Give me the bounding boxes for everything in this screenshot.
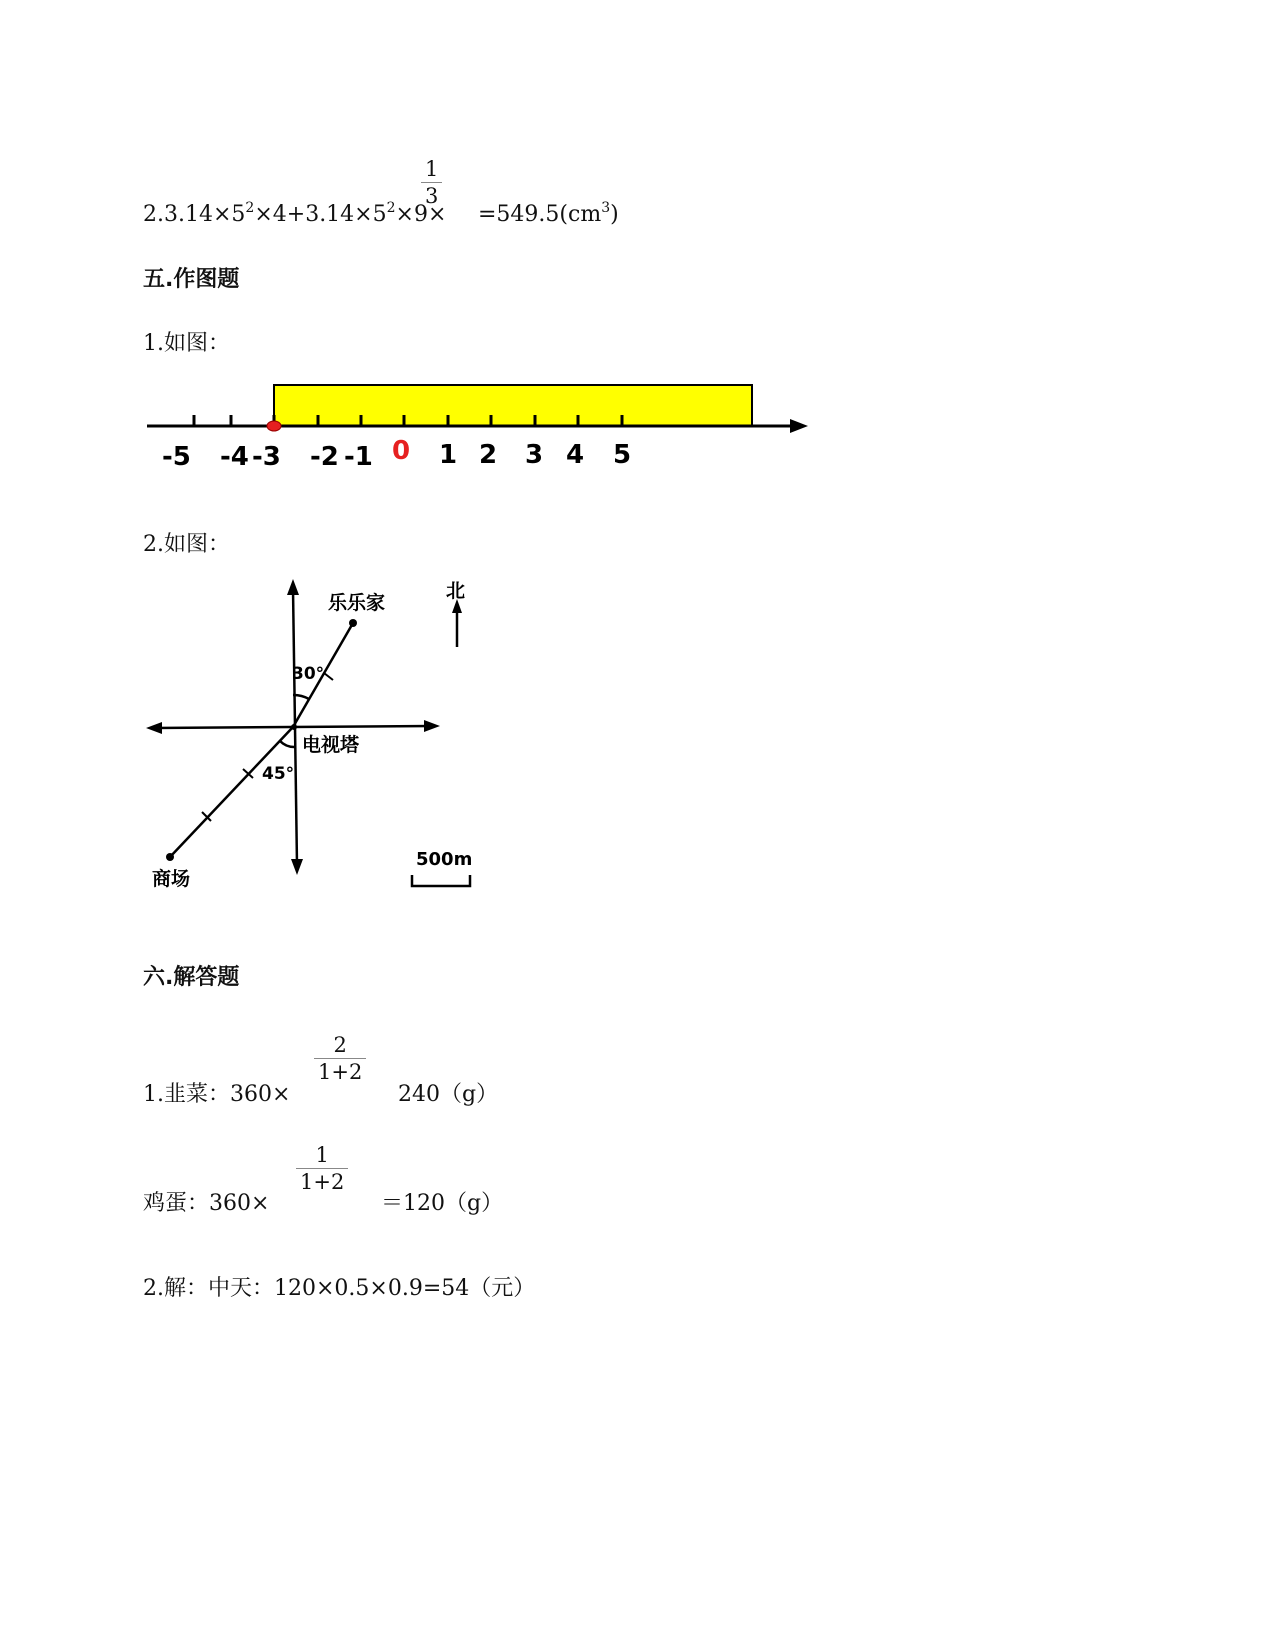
tick-label: -4 (220, 442, 249, 472)
q1-line2-prefix: 鸡蛋：360× (143, 1191, 270, 1216)
highlight-region (274, 385, 752, 426)
tick-label: -2 (310, 442, 339, 472)
arrow-right-icon (424, 720, 440, 732)
arrow-down-icon (291, 859, 303, 875)
mall-label: 商场 (152, 868, 191, 890)
item2-label: 2.如图： (143, 532, 230, 557)
q2-line: 2.解：中天：120×0.5×0.9=54（元） (143, 1276, 536, 1301)
number-line-figure (140, 375, 820, 475)
home-point (349, 619, 357, 627)
zero-label: 0 (392, 436, 411, 466)
scale-label: 500m (416, 849, 473, 870)
mall-point (166, 853, 174, 861)
tick-label: 4 (566, 440, 585, 470)
tick-label: -1 (344, 442, 373, 472)
tower-label: 电视塔 (302, 734, 360, 756)
section-heading-drawing: 五.作图题 (143, 267, 240, 292)
angle-30-label: 30° (292, 664, 325, 684)
volume-result: $=549.5(cm^3)$ (478, 200, 619, 227)
tick-label: 1 (439, 440, 458, 470)
fraction-one-third-b: $\frac{1}{1+2}$ (296, 1142, 348, 1195)
start-point-marker (267, 421, 281, 431)
tick-label: 5 (613, 440, 632, 470)
home-label: 乐乐家 (328, 592, 386, 614)
arrow-left-icon (146, 722, 162, 734)
arrow-up-icon (287, 579, 299, 595)
item1-label: 1.如图： (143, 331, 230, 356)
fraction-denominator: 3 (425, 184, 439, 208)
q1-line1-result: 240（g） (398, 1082, 499, 1107)
direction-map-figure (140, 575, 500, 905)
volume-calculation-line: $2.3.14\times 5^2\times 4+3.14\times 5^2\times 9\times$ (143, 200, 447, 227)
route-to-mall (170, 727, 293, 857)
tick-label: 3 (525, 440, 544, 470)
q1-line1-prefix: 1.韭菜：360× (143, 1082, 291, 1107)
q1-line2-result: ＝120（g） (381, 1191, 504, 1216)
tick-label: 2 (479, 440, 498, 470)
angle-45-label: 45° (262, 764, 295, 784)
fraction-two-thirds: $\frac{2}{1+2}$ (314, 1032, 366, 1085)
section-heading-answers: 六.解答题 (143, 965, 240, 990)
tick-label: -3 (252, 442, 281, 472)
fraction-numerator: 1 (421, 156, 442, 183)
north-label: 北 (446, 580, 466, 602)
scale-bar (412, 875, 470, 886)
arrow-head-icon (790, 419, 808, 433)
angle-arc-45 (280, 741, 295, 747)
tower-point (291, 724, 297, 730)
tick-label: -5 (162, 442, 191, 472)
